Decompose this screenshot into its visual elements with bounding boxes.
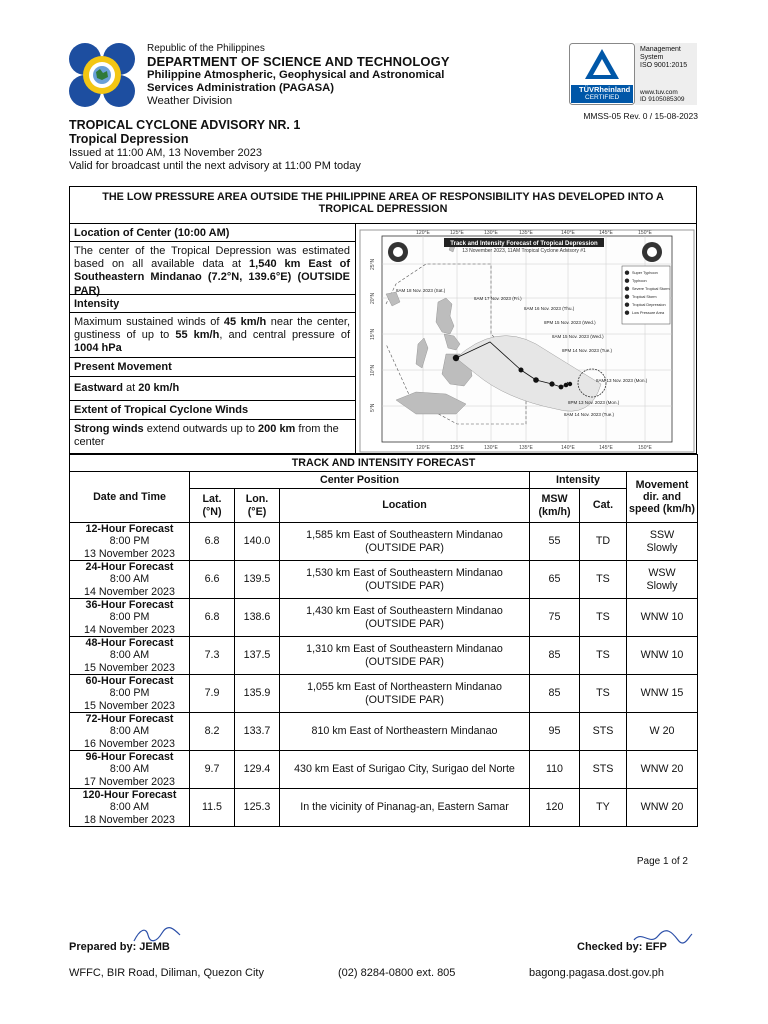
forecast-msw: 95	[530, 713, 580, 751]
forecast-location: 1,310 km East of Southeastern Mindanao (OUTSIDE PAR)	[280, 637, 530, 675]
map-lat-label: 25°N	[370, 258, 376, 270]
forecast-movement: WNW 10	[627, 637, 698, 675]
forecast-datetime: 120-Hour Forecast 8:00 AM 18 November 2023	[70, 789, 190, 827]
map-subtitle: 13 November 2023, 11AM Tropical Cyclone Advisory #1	[462, 248, 586, 254]
track-label: 8PM 15 Nov. 2023 (Wed.)	[544, 320, 596, 325]
map-lon-label: 130°E	[484, 445, 498, 451]
track-forecast-map	[356, 224, 697, 454]
forecast-msw: 85	[530, 675, 580, 713]
headline: THE LOW PRESSURE AREA OUTSIDE THE PHILIPPINE AREA OF RESPONSIBILITY HAS DEVELOPED INTO A TROPICAL DEPRESSION	[69, 186, 697, 224]
forecast-row	[70, 713, 698, 751]
forecast-table	[69, 454, 698, 827]
map-lon-label: 135°E	[519, 445, 533, 451]
map-lon-label: 145°E	[599, 445, 613, 451]
division-name: Weather Division	[147, 95, 233, 108]
forecast-lat: 11.5	[190, 789, 235, 827]
valid-until: Valid for broadcast until the next advisory at 11:00 PM today	[69, 160, 361, 173]
forecast-msw: 110	[530, 751, 580, 789]
map-lat-label: 15°N	[370, 328, 376, 340]
page-number: Page 1 of 2	[636, 856, 688, 867]
forecast-lon: 140.0	[235, 523, 280, 561]
movement-label: Present Movement	[69, 358, 356, 377]
track-label: 8AM 13 Nov. 2023 (Mon.)	[596, 378, 648, 383]
map-title: Track and Intensity Forecast of Tropical Depression	[450, 241, 598, 247]
track-label: 8AM 18 Nov. 2023 (Sat.)	[396, 288, 446, 293]
advisory-title-block	[69, 118, 300, 147]
agency-header	[147, 43, 450, 108]
legend-label: Severe Tropical Storm	[632, 287, 670, 291]
forecast-category: TS	[580, 637, 627, 675]
forecast-row	[70, 599, 698, 637]
forecast-msw: 85	[530, 637, 580, 675]
forecast-movement: WNW 10	[627, 599, 698, 637]
tuv-certified: CERTIFIED	[585, 94, 620, 101]
col-movement: Movement dir. and speed (km/h)	[627, 472, 698, 523]
location-label: Location of Center (10:00 AM)	[69, 224, 356, 242]
footer-phone: (02) 8284-0800 ext. 805	[338, 967, 456, 979]
forecast-category: TS	[580, 599, 627, 637]
extent-text: Strong winds extend outwards up to 200 km from the center	[69, 420, 356, 454]
forecast-lon: 138.6	[235, 599, 280, 637]
col-cat: Cat.	[580, 489, 627, 523]
forecast-datetime: 60-Hour Forecast 8:00 PM 15 November 2023	[70, 675, 190, 713]
forecast-category: TY	[580, 789, 627, 827]
forecast-lat: 9.7	[190, 751, 235, 789]
footer-address: WFFC, BIR Road, Diliman, Quezon City	[69, 967, 264, 979]
col-date-time: Date and Time	[70, 472, 190, 523]
forecast-lon: 125.3	[235, 789, 280, 827]
track-label: 8AM 17 Nov. 2023 (Fri.)	[474, 296, 522, 301]
intensity-text: Maximum sustained winds of 45 km/h near the center, gustiness of up to 55 km/h, and central pressure of 1004 hPa	[69, 313, 356, 358]
legend-symbol-icon	[625, 311, 629, 315]
forecast-movement: WNW 20	[627, 751, 698, 789]
forecast-row	[70, 637, 698, 675]
track-label: 8PM 14 Nov. 2023 (Tue.)	[562, 348, 613, 353]
legend-label: Super Typhoon	[632, 271, 658, 275]
col-lat: Lat. (°N)	[190, 489, 235, 523]
forecast-movement: SSW Slowly	[627, 523, 698, 561]
pagasa-logo	[68, 42, 136, 108]
forecast-lat: 6.8	[190, 599, 235, 637]
agency-name-line1: Philippine Atmospheric, Geophysical and Astronomical	[147, 69, 445, 82]
legend-label: Typhoon	[632, 279, 647, 283]
track-label: 8PM 13 Nov. 2023 (Mon.)	[568, 400, 620, 405]
forecast-datetime: 36-Hour Forecast 8:00 PM 14 November 2023	[70, 599, 190, 637]
tuv-certification-badge	[569, 43, 697, 105]
col-location: Location	[280, 489, 530, 523]
issuance-info	[69, 147, 361, 173]
legend-symbol-icon	[625, 295, 629, 299]
map-lon-label: 145°E	[599, 230, 613, 236]
legend-symbol-icon	[625, 287, 629, 291]
forecast-lon: 133.7	[235, 713, 280, 751]
forecast-datetime: 12-Hour Forecast 8:00 PM 13 November 2023	[70, 523, 190, 561]
forecast-movement: W 20	[627, 713, 698, 751]
legend-label: Low Pressure Area	[632, 311, 665, 315]
forecast-category: TS	[580, 561, 627, 599]
col-msw: MSW (km/h)	[530, 489, 580, 523]
map-lon-label: 150°E	[638, 445, 652, 451]
intensity-label: Intensity	[69, 295, 356, 313]
forecast-location: 1,430 km East of Southeastern Mindanao (OUTSIDE PAR)	[280, 599, 530, 637]
forecast-msw: 120	[530, 789, 580, 827]
col-lon: Lon. (°E)	[235, 489, 280, 523]
forecast-category: TD	[580, 523, 627, 561]
forecast-category: STS	[580, 751, 627, 789]
forecast-movement: WNW 15	[627, 675, 698, 713]
forecast-row	[70, 751, 698, 789]
republic-text: Republic of the Philippines	[147, 43, 265, 54]
tuv-brand: TÜVRheinland	[579, 85, 631, 94]
forecast-location: 1,055 km East of Northeastern Mindanao (OUTSIDE PAR)	[280, 675, 530, 713]
col-center-position: Center Position	[190, 472, 530, 489]
forecast-lon: 135.9	[235, 675, 280, 713]
legend-label: Tropical Storm	[632, 295, 657, 299]
map-lon-label: 140°E	[561, 230, 575, 236]
map-lon-label: 150°E	[638, 230, 652, 236]
map-lat-label: 5°N	[370, 403, 376, 412]
forecast-row	[70, 523, 698, 561]
legend-symbol-icon	[625, 279, 629, 283]
forecast-category: TS	[580, 675, 627, 713]
forecast-msw: 55	[530, 523, 580, 561]
forecast-location: 430 km East of Surigao City, Surigao del Norte	[280, 751, 530, 789]
location-text: The center of the Tropical Depression was estimated based on all available data at 1,540 km East of Southeastern Mindanao (7.2°N, 139.6°E) (OUTSIDE PAR)	[69, 242, 356, 295]
map-lon-label: 125°E	[450, 445, 464, 451]
map-lon-label: 135°E	[519, 230, 533, 236]
advisory-subtitle: Tropical Depression	[69, 132, 189, 147]
forecast-category: STS	[580, 713, 627, 751]
forecast-lat: 6.8	[190, 523, 235, 561]
forecast-location: 810 km East of Northeastern Mindanao	[280, 713, 530, 751]
forecast-table-title: TRACK AND INTENSITY FORECAST	[70, 455, 698, 472]
forecast-row	[70, 675, 698, 713]
col-intensity: Intensity	[530, 472, 627, 489]
tuv-id-text: www.tuv.com ID 9105085309	[640, 89, 685, 104]
issued-time: Issued at 11:00 AM, 13 November 2023	[69, 147, 263, 159]
forecast-datetime: 48-Hour Forecast 8:00 AM 15 November 2023	[70, 637, 190, 675]
forecast-location: 1,530 km East of Southeastern Mindanao (OUTSIDE PAR)	[280, 561, 530, 599]
prepared-by: Prepared by: JEMB	[69, 941, 170, 953]
forecast-row	[70, 789, 698, 827]
forecast-lon: 139.5	[235, 561, 280, 599]
tuv-system-text: Management System ISO 9001:2015	[640, 46, 688, 70]
forecast-movement: WSW Slowly	[627, 561, 698, 599]
map-lon-label: 130°E	[484, 230, 498, 236]
map-lon-label: 120°E	[416, 230, 430, 236]
map-lat-label: 10°N	[370, 364, 376, 376]
movement-text: Eastward at 20 km/h	[69, 377, 356, 401]
forecast-location: 1,585 km East of Southeastern Mindanao (OUTSIDE PAR)	[280, 523, 530, 561]
map-lon-label: 120°E	[416, 445, 430, 451]
forecast-lon: 137.5	[235, 637, 280, 675]
forecast-lat: 7.3	[190, 637, 235, 675]
map-lon-label: 125°E	[450, 230, 464, 236]
forecast-movement: WNW 20	[627, 789, 698, 827]
track-label: 8AM 14 Nov. 2023 (Tue.)	[564, 412, 615, 417]
footer-website: bagong.pagasa.dost.gov.ph	[529, 967, 664, 979]
document-code: MMSS-05 Rev. 0 / 15-08-2023	[583, 111, 698, 121]
forecast-lat: 8.2	[190, 713, 235, 751]
map-lat-label: 20°N	[370, 292, 376, 304]
forecast-location: In the vicinity of Pinanag-an, Eastern Samar	[280, 789, 530, 827]
forecast-lon: 129.4	[235, 751, 280, 789]
track-label: 8AM 15 Nov. 2023 (Wed.)	[552, 334, 604, 339]
checked-by: Checked by: EFP	[577, 941, 667, 953]
forecast-datetime: 24-Hour Forecast 8:00 AM 14 November 2023	[70, 561, 190, 599]
legend-symbol-icon	[625, 271, 629, 275]
forecast-datetime: 72-Hour Forecast 8:00 AM 16 November 2023	[70, 713, 190, 751]
forecast-row	[70, 561, 698, 599]
advisory-title: TROPICAL CYCLONE ADVISORY NR. 1	[69, 118, 301, 132]
forecast-lat: 7.9	[190, 675, 235, 713]
forecast-datetime: 96-Hour Forecast 8:00 AM 17 November 2023	[70, 751, 190, 789]
legend-symbol-icon	[625, 303, 629, 307]
extent-label: Extent of Tropical Cyclone Winds	[69, 401, 356, 420]
forecast-msw: 65	[530, 561, 580, 599]
forecast-msw: 75	[530, 599, 580, 637]
track-label: 8AM 16 Nov. 2023 (Thu.)	[524, 306, 575, 311]
agency-name-line2: Services Administration (PAGASA)	[147, 82, 335, 95]
map-lon-label: 140°E	[561, 445, 575, 451]
legend-label: Tropical Depression	[632, 303, 666, 307]
department-name: DEPARTMENT OF SCIENCE AND TECHNOLOGY	[147, 53, 450, 69]
forecast-lat: 6.6	[190, 561, 235, 599]
